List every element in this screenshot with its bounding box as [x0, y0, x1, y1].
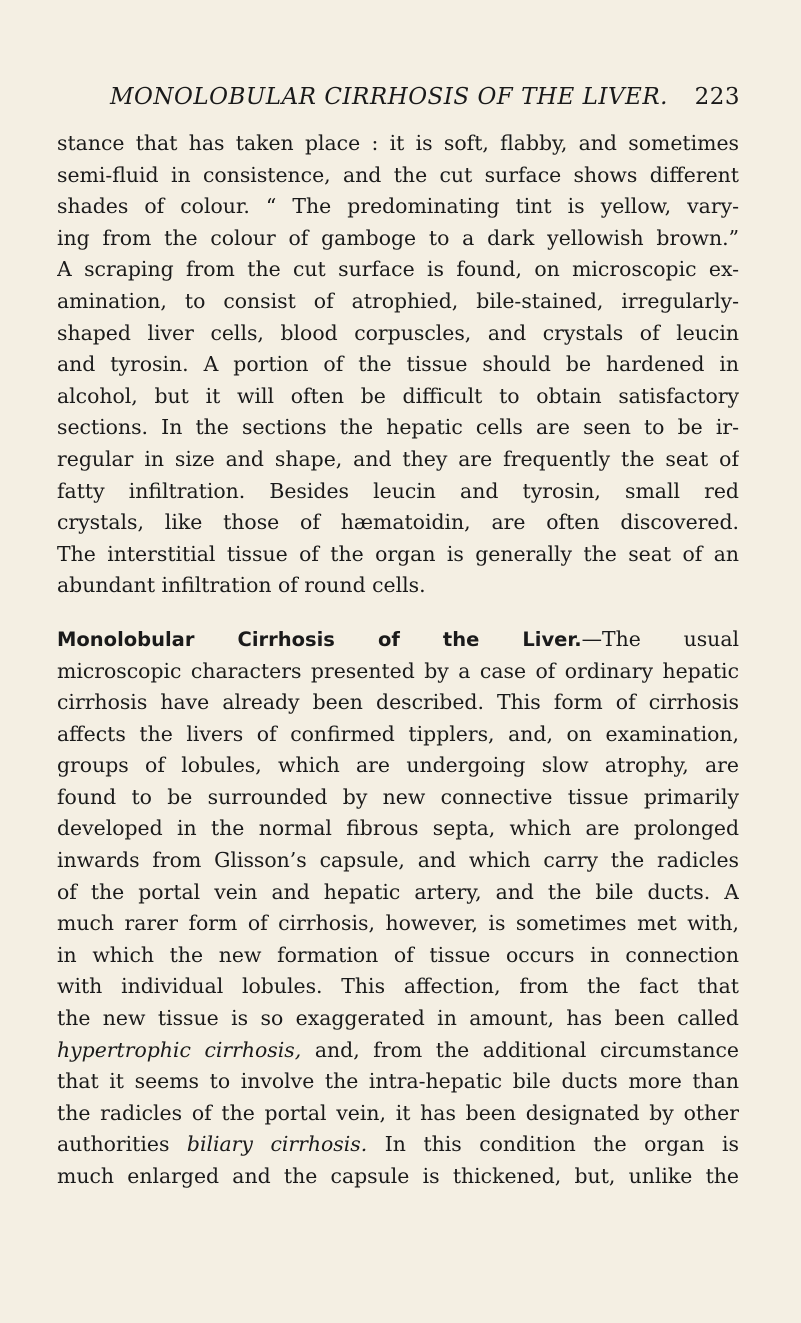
text-line: alcohol, but it will often be difficult to obtain satisfactory	[57, 383, 739, 408]
text-line: the new tissue is so exaggerated in amount, has been called	[57, 1006, 739, 1031]
text-line: much enlarged and the capsule is thickened, but, unlike the	[57, 1164, 739, 1188]
text-line: with individual lobules. This affection, from the fact that	[57, 974, 739, 999]
text-line: in which the new formation of tissue occurs in connection	[57, 942, 739, 967]
running-head	[110, 84, 740, 124]
paragraph-1	[57, 128, 739, 602]
text-line: crystals, like those of hæmatoidin, are often discovered.	[57, 510, 739, 535]
text-line: shades of colour. “ The predominating tint is yellow, vary-	[57, 194, 739, 219]
running-head-title: MONOLOBULAR CIRRHOSIS OF THE LIVER.	[110, 84, 668, 110]
text-line: shaped liver cells, blood corpuscles, and crystals of leucin	[57, 320, 739, 345]
text-line: affects the livers of confirmed tipplers, and, on examination,	[57, 721, 739, 746]
text-line: groups of lobules, which are undergoing slow atrophy, are	[57, 753, 739, 778]
text-line: sections. In the sections the hepatic cells are seen to be ir-	[57, 415, 739, 440]
text-line: stance that has taken place : it is soft, flabby, and sometimes	[57, 131, 739, 155]
text-span: In this condition the organ is	[367, 1132, 739, 1157]
text-line	[57, 1129, 739, 1161]
text-line: abundant infiltration of round cells.	[57, 573, 426, 598]
text-line: inwards from Glisson’s capsule, and which carry the radicles	[57, 848, 739, 873]
italic-term: hypertrophic cirrhosis,	[57, 1037, 302, 1062]
text-line: semi-fluid in consistence, and the cut surface shows different	[57, 162, 739, 187]
text-line: A scraping from the cut surface is found, on microscopic ex-	[57, 257, 739, 282]
text-span: and, from the additional circumstance	[301, 1037, 739, 1062]
text-line: amination, to consist of atrophied, bile-stained, irregularly-	[57, 288, 739, 313]
text-line: ing from the colour of gamboge to a dark yellowish brown.”	[57, 225, 739, 250]
text-line: developed in the normal fibrous septa, which are prolonged	[57, 816, 739, 841]
text-line: regular in size and shape, and they are frequently the seat of	[57, 446, 739, 471]
body-text	[57, 128, 739, 1193]
text-line	[57, 624, 739, 656]
text-line: and tyrosin. A portion of the tissue should be hardened in	[57, 352, 739, 377]
text-span: authorities	[57, 1132, 187, 1157]
text-line: The interstitial tissue of the organ is generally the seat of an	[57, 541, 739, 566]
text-line	[57, 1035, 739, 1067]
italic-term: biliary cirrhosis.	[186, 1132, 368, 1157]
text-line: the radicles of the portal vein, it has been designated by other	[57, 1100, 739, 1125]
heading-continuation: —The usual	[581, 626, 739, 651]
paragraph-2	[57, 624, 739, 1193]
text-line: fatty infiltration. Besides leucin and tyrosin, small red	[57, 478, 739, 503]
text-line: found to be surrounded by new connective tissue primarily	[57, 784, 739, 809]
text-line: that it seems to involve the intra-hepatic bile ducts more than	[57, 1069, 739, 1094]
page-number: 223	[694, 84, 740, 110]
section-heading: Monolobular Cirrhosis of the Liver.	[57, 627, 582, 651]
text-line: much rarer form of cirrhosis, however, is sometimes met with,	[57, 911, 739, 936]
text-line: of the portal vein and hepatic artery, and the bile ducts. A	[57, 879, 739, 904]
text-line: cirrhosis have already been described. This form of cirrhosis	[57, 690, 739, 715]
text-line: microscopic characters presented by a case of ordinary hepatic	[57, 658, 739, 683]
